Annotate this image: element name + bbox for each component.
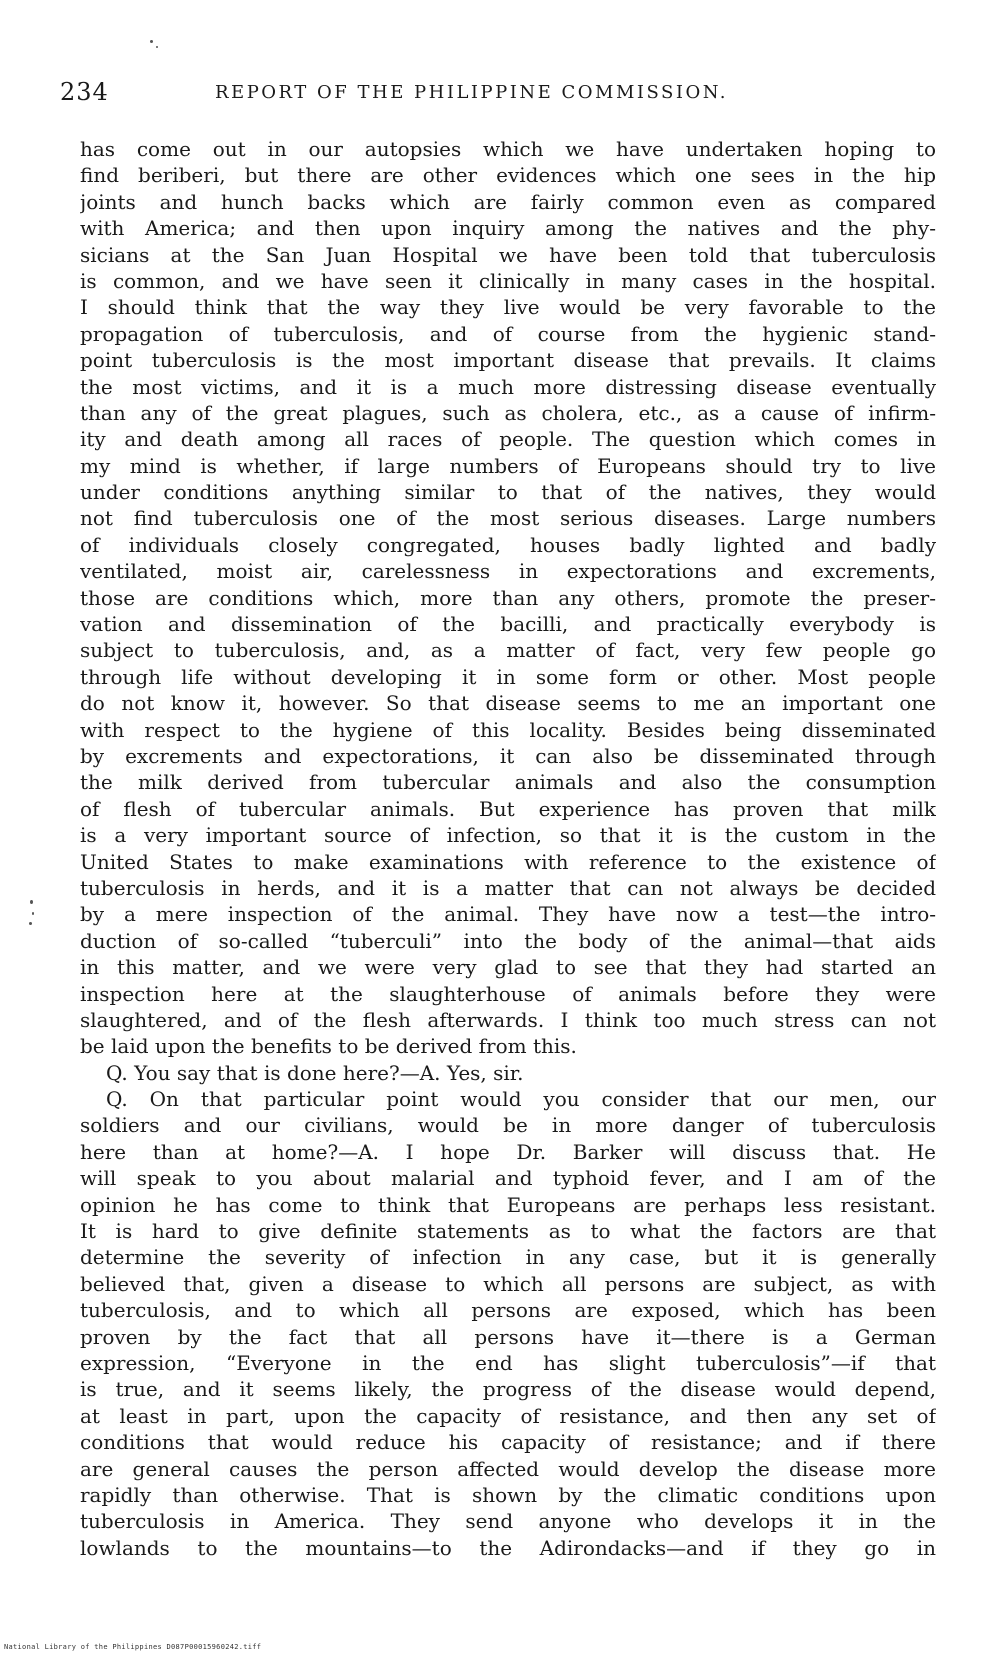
text-line: duction of so-called “tuberculi” into the body of the animal—that aids bbox=[80, 928, 936, 953]
text-line: in this matter, and we were very glad to see that they had started an bbox=[80, 955, 936, 980]
text-line: by a mere inspection of the animal. They have now a test—the intro- bbox=[80, 902, 936, 927]
scan-speck bbox=[150, 40, 153, 43]
text-line: ity and death among all races of people. The question which comes in bbox=[80, 427, 936, 452]
text-line: ventilated, moist air, carelessness in expectorations and excrements, bbox=[80, 559, 936, 584]
text-line: by excrements and expectorations, it can also be disseminated through bbox=[80, 743, 936, 768]
text-line: at least in part, upon the capacity of resistance, and then any set of bbox=[80, 1403, 936, 1428]
text-line: sicians at the San Juan Hospital we have been told that tuberculosis bbox=[80, 242, 936, 267]
text-line: be laid upon the benefits to be derived from this. bbox=[80, 1034, 577, 1059]
text-line: with America; and then upon inquiry among the natives and the phy- bbox=[80, 216, 936, 241]
text-line: the most victims, and it is a much more distressing disease eventually bbox=[80, 374, 936, 399]
text-line: not find tuberculosis one of the most serious diseases. Large numbers bbox=[80, 506, 936, 531]
text-line: rapidly than otherwise. That is shown by the climatic conditions upon bbox=[80, 1482, 936, 1507]
text-line: United States to make examinations with reference to the existence of bbox=[80, 849, 936, 874]
text-line: under conditions anything similar to that of the natives, they would bbox=[80, 480, 936, 505]
text-line: determine the severity of infection in any case, but it is generally bbox=[80, 1245, 936, 1270]
scan-speck bbox=[30, 900, 33, 904]
text-line: conditions that would reduce his capacity of resistance; and if there bbox=[80, 1430, 936, 1455]
page-header bbox=[60, 78, 940, 108]
text-line: has come out in our autopsies which we have undertaken hoping to bbox=[80, 137, 936, 161]
text-line: soldiers and our civilians, would be in more danger of tuberculosis bbox=[80, 1113, 936, 1138]
text-line: proven by the fact that all persons have it—there is a German bbox=[80, 1324, 936, 1349]
scan-speck bbox=[156, 46, 158, 48]
text-line: Q. On that particular point would you consider that our men, our bbox=[106, 1087, 936, 1112]
scan-credit: National Library of the Philippines D087P00015960242.tiff bbox=[4, 1643, 262, 1651]
text-line: point tuberculosis is the most important disease that prevails. It claims bbox=[80, 348, 936, 373]
text-line: It is hard to give definite statements as to what the factors are that bbox=[80, 1219, 936, 1244]
text-line: do not know it, however. So that disease seems to me an important one bbox=[80, 691, 936, 716]
text-line: of individuals closely congregated, houses badly lighted and badly bbox=[80, 532, 936, 557]
text-line: tuberculosis in America. They send anyone who develops it in the bbox=[80, 1509, 936, 1534]
text-line: slaughtered, and of the flesh afterwards. I think too much stress can not bbox=[80, 1007, 936, 1032]
text-line: vation and dissemination of the bacilli, and practically everybody is bbox=[80, 612, 936, 637]
scan-speck bbox=[29, 922, 32, 925]
page-number: 234 bbox=[60, 78, 109, 106]
text-line: those are conditions which, more than any others, promote the preser- bbox=[80, 585, 936, 610]
text-line: tuberculosis in herds, and it is a matter that can not always be decided bbox=[80, 875, 936, 900]
text-line: I should think that the way they live would be very favorable to the bbox=[80, 295, 936, 320]
text-line: the milk derived from tubercular animals and also the consumption bbox=[80, 770, 936, 795]
text-line: inspection here at the slaughterhouse of animals before they were bbox=[80, 981, 936, 1006]
text-line: is common, and we have seen it clinically in many cases in the hospital. bbox=[80, 268, 936, 293]
text-line: here than at home?—A. I hope Dr. Barker will discuss that. He bbox=[80, 1139, 936, 1164]
text-line: through life without developing it in some form or other. Most people bbox=[80, 664, 936, 689]
text-line: subject to tuberculosis, and, as a matter of fact, very few people go bbox=[80, 638, 936, 663]
text-line: with respect to the hygiene of this locality. Besides being disseminated bbox=[80, 717, 936, 742]
text-line: find beriberi, but there are other evidences which one sees in the hip bbox=[80, 163, 936, 188]
text-line: are general causes the person affected would develop the disease more bbox=[80, 1456, 936, 1481]
text-line: opinion he has come to think that Europeans are perhaps less resistant. bbox=[80, 1192, 936, 1217]
running-head: REPORT OF THE PHILIPPINE COMMISSION. bbox=[215, 82, 729, 103]
text-line: than any of the great plagues, such as cholera, etc., as a cause of infirm- bbox=[80, 400, 936, 425]
text-line: is a very important source of infection, so that it is the custom in the bbox=[80, 823, 936, 848]
text-line: of flesh of tubercular animals. But experience has proven that milk bbox=[80, 796, 936, 821]
text-line: Q. You say that is done here?—A. Yes, sir. bbox=[106, 1060, 524, 1085]
text-line: joints and hunch backs which are fairly common even as compared bbox=[80, 189, 936, 214]
text-line: lowlands to the mountains—to the Adirondacks—and if they go in bbox=[80, 1535, 936, 1560]
body-text bbox=[80, 136, 936, 1561]
text-line: will speak to you about malarial and typhoid fever, and I am of the bbox=[80, 1166, 936, 1191]
text-line: expression, “Everyone in the end has slight tuberculosis”—if that bbox=[80, 1350, 936, 1375]
scan-speck bbox=[32, 912, 34, 915]
text-line: propagation of tuberculosis, and of course from the hygienic stand- bbox=[80, 321, 936, 346]
text-line: tuberculosis, and to which all persons are exposed, which has been bbox=[80, 1298, 936, 1323]
text-line: believed that, given a disease to which all persons are subject, as with bbox=[80, 1271, 936, 1296]
text-line: my mind is whether, if large numbers of Europeans should try to live bbox=[80, 453, 936, 478]
text-line: is true, and it seems likely, the progress of the disease would depend, bbox=[80, 1377, 936, 1402]
